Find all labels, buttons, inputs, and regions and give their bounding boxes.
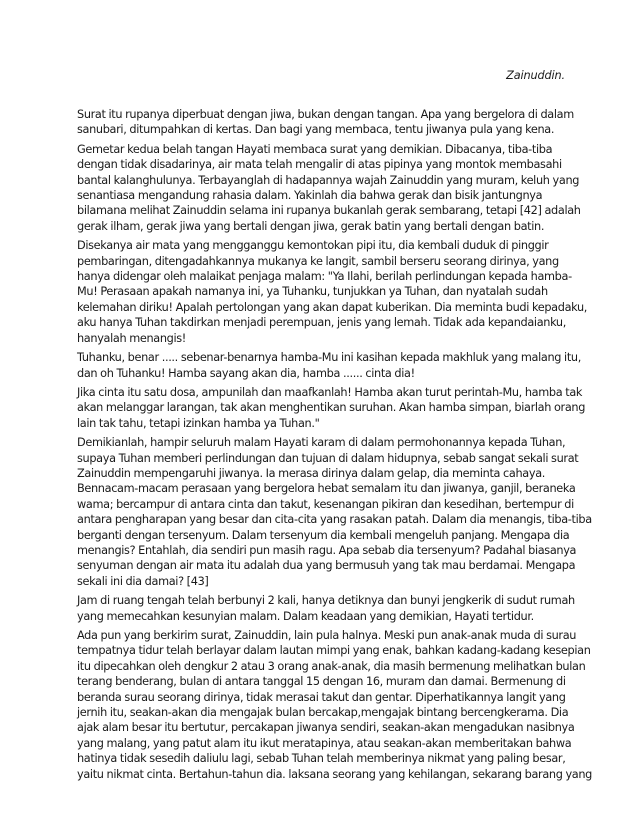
text-line: tempatnya tidur telah berlayar dalam lautan mimpi yang enak, bahkan kadang-kadang kesepian	[77, 644, 591, 658]
text-line: Bennacam-macam perasaan yang bergelora hebat semalam itu dan jiwanya, ganjil, beraneka	[77, 482, 576, 496]
document-page	[77, 68, 593, 786]
text-line: Demikianlah, hampir seluruh malam Hayati karam di dalam permohonannya kepada Tuhan,	[77, 436, 566, 450]
text-line: ajak alam besar itu bertutur, percakapan jiwanya sendiri, seakan-akan mengadukan nasibnya	[77, 721, 575, 735]
document-body	[77, 107, 593, 782]
text-line: dan oh Tuhanku! Hamba sayang akan dia, hamba ...... cinta dia!	[77, 366, 415, 380]
text-line: Gemetar kedua belah tangan Hayati membaca surat yang demikian. Dibacanya, tiba-tiba	[77, 142, 553, 156]
text-line: senantiasa mengandung rahasia dalam. Yakinlah dia bahwa gerak dan bisik jantungnya	[77, 189, 543, 203]
text-line: itu dipecahkan oleh dengkur 2 atau 3 orang anak-anak, dia masih bermenung melihatkan bulan	[77, 659, 586, 673]
text-line: Mu! Perasaan apakah namanya ini, ya Tuhanku, tunjukkan ya Tuhan, dan nyatalah sudah	[77, 285, 548, 299]
text-line: gerak ilham, gerak jiwa yang bertali dengan jiwa, gerak batin yang bertali dengan batin.	[77, 219, 545, 233]
text-line: sanubari, ditumpahkan di kertas. Dan bagi yang membaca, tentu jiwanya pula yang kena.	[77, 123, 555, 137]
text-line: lain tak tahu, tetapi izinkan hamba ya Tuhan."	[77, 416, 320, 430]
text-line: Zainuddin mempengaruhi jiwanya. Ia merasa dirinya dalam gelap, dia meminta cahaya.	[77, 466, 546, 480]
text-line: hanya didengar oleh malaikat penjaga malam: "Ya Ilahi, berilah perlindungan kepada hamba-	[77, 270, 572, 284]
text-line: sekali ini dia damai? [43]	[77, 574, 209, 588]
text-line: Ada pun yang berkirim surat, Zainuddin, lain pula halnya. Meski pun anak-anak muda di surau	[77, 629, 577, 642]
text-line: yang memecahkan kesunyian malam. Dalam keadaan yang demikian, Hayati tertidur.	[77, 609, 534, 623]
text-line: yang malang, yang patut alam itu ikut meratapinya, atau seakan-akan memberitakan bahwa	[77, 736, 572, 750]
paragraph-2	[77, 142, 581, 234]
text-line: Disekanya air mata yang mengganggu kemontokan pipi itu, dia kembali duduk di pinggir	[77, 239, 549, 253]
text-line: wama; bercampur di antara cinta dan takut, kesenangan pikiran dan kesedihan, bertempur di	[77, 497, 574, 511]
paragraph-4	[77, 350, 581, 381]
text-line: bilamana melihat Zainuddin selama ini rupanya bukanlah gerak sembarang, tetapi [42] adalah	[77, 204, 581, 218]
text-line: Jika cinta itu satu dosa, ampunilah dan maafkanlah! Hamba akan turut perintah-Mu, hamba tak	[77, 385, 583, 399]
text-line: menangis? Entahlah, dia sendiri pun masih ragu. Apa sebab dia tersenyum? Padahal biasanya	[77, 543, 577, 557]
text-line: Jam di ruang tengah telah berbunyi 2 kali, hanya detiknya dan bunyi jengkerik di sudut rumah	[77, 594, 575, 608]
text-line: beranda surau seorang dirinya, tidak merasai takut dan gentar. Diperhatikannya langit yang	[77, 690, 566, 704]
text-line: berganti dengan tersenyum. Dalam tersenyum dia kembali mengeluh panjang. Mengapa dia	[77, 528, 570, 542]
text-line: senyuman dengan air mata itu adalah dua yang bermusuh yang tak mau berdamai. Mengapa	[77, 559, 576, 573]
text-line: dengan tidak disadarinya, air mata telah mengalir di atas pipinya yang montok membasahi	[77, 158, 562, 172]
text-line: supaya Tuhan memberi perlindungan dan tujuan di dalam hidupnya, sebab sangat sekali surat	[77, 451, 579, 465]
text-line: hanyalah menangis!	[77, 331, 186, 345]
paragraph-5	[77, 385, 586, 431]
paragraph-3	[77, 238, 588, 346]
paragraph-8	[77, 628, 593, 782]
signature-zainuddin: Zainuddin.	[506, 69, 565, 82]
text-line: Surat itu rupanya diperbuat dengan jiwa, bukan dengan tangan. Apa yang bergelora di dalam	[77, 108, 574, 121]
text-line: antara pengharapan yang besar dan cita-cita yang rasakan patah. Dalam dia menangis, tiba-tiba	[77, 513, 592, 527]
text-line: hatinya tidak sesedih daliulu lagi, sebab Tuhan telah memberinya nikmat yang paling besar,	[77, 752, 566, 766]
text-line: aku hanya Tuhan takdirkan menjadi perempuan, jenis yang lemah. Tidak ada kepandaianku,	[77, 316, 566, 330]
text-line: bantal kalanghulunya. Terbayanglah di hadapannya wajah Zainuddin yang muram, keluh yang	[77, 173, 580, 187]
text-line: terang benderang, bulan di antara tanggal 15 dengan 16, muram dan damai. Bermenung di	[77, 675, 566, 689]
text-line: kelemahan diriku! Apalah pertolongan yang akan dapat kuberikan. Dia meminta budi kepadaku,	[77, 300, 588, 314]
paragraph-6	[77, 435, 592, 589]
paragraph-1	[77, 107, 574, 138]
text-line: jernih itu, seakan-akan dia mengajak bulan bercakap,mengajak bintang bercengkerama. Dia	[77, 706, 569, 720]
text-line: Tuhanku, benar ..... sebenar-benarnya hamba-Mu ini kasihan kepada makhluk yang malang itu,	[77, 351, 581, 365]
text-line: pembaringan, ditengadahkannya mukanya ke langit, sambil berseru seorang dirinya, yang	[77, 254, 559, 268]
text-line: yaitu nikmat cinta. Bertahun-tahun dia. laksana seorang yang kehilangan, sekarang barang yang	[77, 767, 593, 781]
text-line: akan melanggar larangan, tak akan menghentikan suruhan. Akan hamba simpan, biarlah orang	[77, 401, 586, 415]
paragraph-7	[77, 593, 575, 624]
